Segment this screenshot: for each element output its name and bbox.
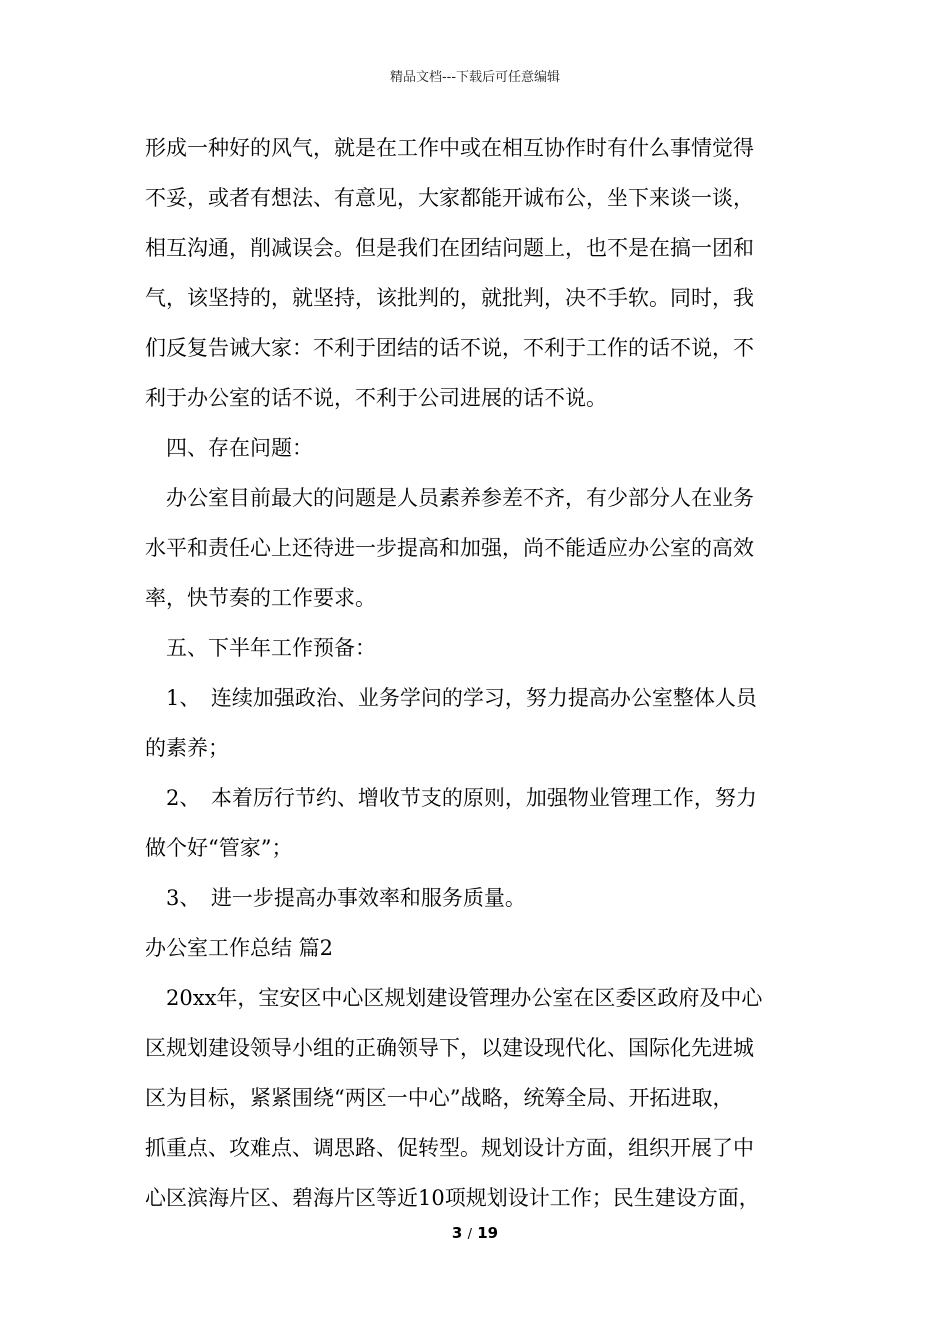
text-line: 办公室目前最大的问题是人员素养参差不齐，有少部分人在业务 xyxy=(145,486,754,510)
text-line: 不妥，或者有想法、有意见，大家都能开诚布公，坐下来谈一谈， xyxy=(145,186,754,210)
text-line: 区为目标，紧紧围绕“两区一中心”战略，统筹全局、开拓进取， xyxy=(145,1086,734,1110)
page-total: 19 xyxy=(477,1224,499,1242)
text-line: 抓重点、攻难点、调思路、促转型。规划设计方面，组织开展了中 xyxy=(145,1136,754,1160)
page-current: 3 xyxy=(451,1224,463,1242)
text-line: 气，该坚持的，就坚持，该批判的，就批判，决不手软。同时，我 xyxy=(145,286,754,310)
text-line: 20xx年，宝安区中心区规划建设管理办公室在区委区政府及中心 xyxy=(145,986,763,1010)
list-item: 1、 连续加强政治、业务学问的学习，努力提高办公室整体人员 xyxy=(145,686,757,710)
list-item: 2、 本着厉行节约、增收节支的原则，加强物业管理工作，努力 xyxy=(145,786,757,810)
text-line: 区规划建设领导小组的正确领导下，以建设现代化、国际化先进城 xyxy=(145,1036,754,1060)
page-number xyxy=(0,1224,950,1242)
text-line: 形成一种好的风气，就是在工作中或在相互协作时有什么事情觉得 xyxy=(145,136,754,160)
text-line: 率，快节奏的工作要求。 xyxy=(145,586,376,610)
text-line: 相互沟通，削减误会。但是我们在团结问题上，也不是在搞一团和 xyxy=(145,236,754,260)
page-header: 精品文档---下载后可任意编辑 xyxy=(389,70,561,85)
article-title: 办公室工作总结 篇2 xyxy=(145,936,334,960)
section-heading: 五、下半年工作预备： xyxy=(145,636,376,660)
text-line: 做个好“管家”； xyxy=(145,836,293,860)
document-body xyxy=(145,128,807,1228)
text-line: 的素养； xyxy=(145,736,229,760)
page-separator: / xyxy=(467,1227,472,1242)
text-line: 水平和责任心上还待进一步提高和加强，尚不能适应办公室的高效 xyxy=(145,536,754,560)
text-line: 心区滨海片区、碧海片区等近10项规划设计工作；民生建设方面， xyxy=(145,1186,760,1210)
text-line: 们反复告诫大家：不利于团结的话不说，不利于工作的话不说，不 xyxy=(145,336,754,360)
list-item: 3、 进一步提高办事效率和服务质量。 xyxy=(145,886,526,910)
section-heading: 四、存在问题： xyxy=(145,436,313,460)
text-line: 利于办公室的话不说，不利于公司进展的话不说。 xyxy=(145,386,607,410)
